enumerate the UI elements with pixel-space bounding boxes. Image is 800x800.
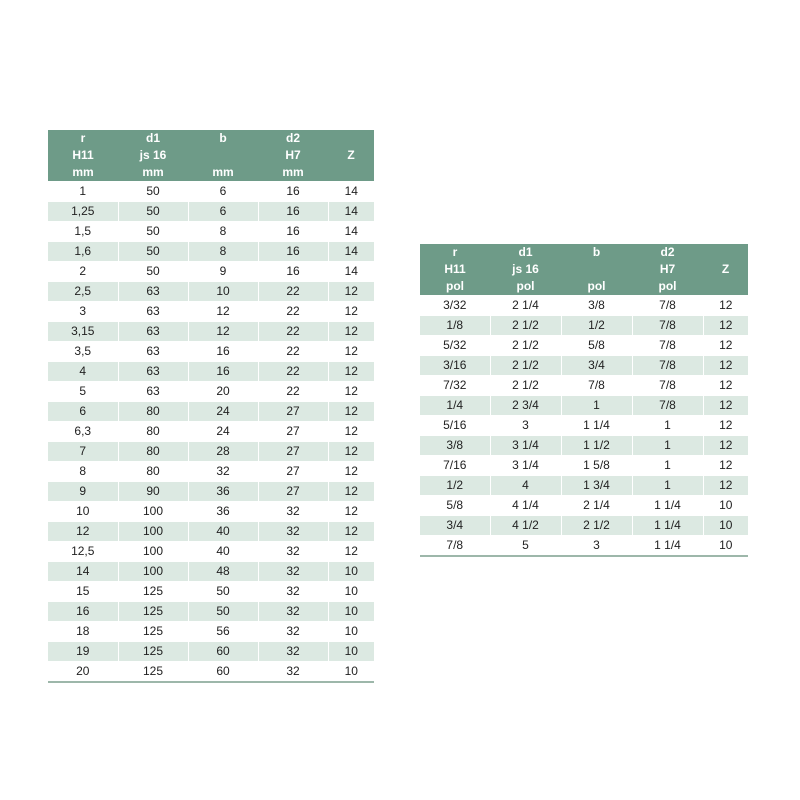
imperial-header-col-3 (632, 244, 703, 296)
imperial-header-line: r (452, 245, 458, 259)
table-cell: 12,5 (48, 542, 118, 562)
imperial-header-line (703, 278, 748, 295)
table-cell: 12 (188, 322, 258, 342)
table-cell: 1 (632, 456, 703, 476)
table-cell: 7 (48, 442, 118, 462)
table-cell: 12 (328, 402, 374, 422)
imperial-header-line: H11 (444, 262, 466, 276)
table-cell: 10 (328, 642, 374, 662)
table-cell: 4 (48, 362, 118, 382)
table-cell: 10 (328, 662, 374, 683)
table-cell: 50 (118, 222, 188, 242)
table-cell: 2 1/2 (490, 316, 561, 336)
table-row (420, 416, 748, 436)
table-cell: 32 (258, 502, 328, 522)
table-cell: 32 (258, 602, 328, 622)
metric-header-col-2 (188, 130, 258, 182)
table-row (48, 482, 374, 502)
table-cell: 2 (48, 262, 118, 282)
table-cell: 3,15 (48, 322, 118, 342)
table-row (420, 376, 748, 396)
table-cell: 12 (328, 342, 374, 362)
table-cell: 12 (703, 456, 748, 476)
table-row (420, 476, 748, 496)
table-cell: 1,25 (48, 202, 118, 222)
table-cell: 6 (188, 182, 258, 202)
table-cell: 80 (118, 402, 188, 422)
table-cell: 32 (258, 522, 328, 542)
table-cell: 10 (703, 536, 748, 557)
table-cell: 1 (561, 396, 632, 416)
table-cell: 10 (703, 496, 748, 516)
metric-header-line (188, 147, 258, 164)
table-cell: 8 (48, 462, 118, 482)
table-cell: 5 (490, 536, 561, 557)
table-cell: 3/32 (420, 296, 490, 316)
table-cell: 20 (188, 382, 258, 402)
table-cell: 36 (188, 502, 258, 522)
table-cell: 63 (118, 342, 188, 362)
table-row (48, 282, 374, 302)
table-cell: 2 1/4 (561, 496, 632, 516)
table-cell: 7/8 (561, 376, 632, 396)
table-cell: 63 (118, 362, 188, 382)
table-cell: 50 (118, 182, 188, 202)
table-cell: 1 1/2 (561, 436, 632, 456)
table-cell: 12 (328, 542, 374, 562)
table-cell: 4 1/2 (490, 516, 561, 536)
table-cell: 3 (490, 416, 561, 436)
table-cell: 12 (328, 282, 374, 302)
table-cell: 12 (703, 376, 748, 396)
table-cell: 10 (328, 562, 374, 582)
table-cell: 125 (118, 582, 188, 602)
table-cell: 10 (703, 516, 748, 536)
table-cell: 100 (118, 502, 188, 522)
metric-header-line: r (80, 131, 86, 145)
metric-header-col-1 (118, 130, 188, 182)
imperial-header-line (703, 244, 748, 261)
imperial-header-col-0 (420, 244, 490, 296)
table-cell: 1/2 (561, 316, 632, 336)
table-row (420, 516, 748, 536)
imperial-table-header (420, 244, 748, 296)
table-cell: 7/8 (632, 296, 703, 316)
table-row (48, 622, 374, 642)
table-cell: 32 (188, 462, 258, 482)
metric-dimensions-table (48, 130, 374, 683)
metric-header-line: mm (282, 165, 304, 179)
table-cell: 12 (703, 476, 748, 496)
table-cell: 3 1/4 (490, 436, 561, 456)
table-cell: 12 (703, 296, 748, 316)
metric-header-line: d2 (285, 131, 300, 145)
imperial-header-line: pol (587, 279, 606, 293)
table-row (48, 362, 374, 382)
table-row (420, 396, 748, 416)
table-cell: 27 (258, 402, 328, 422)
table-cell: 12 (328, 382, 374, 402)
table-cell: 19 (48, 642, 118, 662)
table-cell: 22 (258, 302, 328, 322)
table-cell: 1 1/4 (632, 536, 703, 557)
table-cell: 32 (258, 642, 328, 662)
table-row (48, 242, 374, 262)
table-cell: 27 (258, 442, 328, 462)
table-row (420, 536, 748, 557)
table-cell: 10 (328, 602, 374, 622)
table-cell: 14 (328, 202, 374, 222)
metric-header-line: mm (212, 165, 234, 179)
table-cell: 1,6 (48, 242, 118, 262)
table-cell: 27 (258, 482, 328, 502)
table-cell: 56 (188, 622, 258, 642)
table-row (48, 582, 374, 602)
table-cell: 32 (258, 582, 328, 602)
table-row (48, 202, 374, 222)
table-row (48, 662, 374, 683)
imperial-table-body (420, 296, 748, 557)
table-cell: 3 1/4 (490, 456, 561, 476)
table-row (48, 402, 374, 422)
table-cell: 16 (258, 242, 328, 262)
metric-header-col-3 (258, 130, 328, 182)
table-cell: 90 (118, 482, 188, 502)
table-cell: 12 (188, 302, 258, 322)
metric-header-line: b (219, 131, 227, 145)
metric-header-line: H7 (285, 148, 301, 162)
table-cell: 32 (258, 542, 328, 562)
table-row (420, 496, 748, 516)
table-cell: 2 1/2 (490, 336, 561, 356)
table-cell: 7/16 (420, 456, 490, 476)
imperial-header-col-1 (490, 244, 561, 296)
table-cell: 22 (258, 322, 328, 342)
table-cell: 1 (632, 416, 703, 436)
table-row (48, 222, 374, 242)
imperial-header-line: d2 (660, 245, 675, 259)
table-cell: 40 (188, 522, 258, 542)
table-cell: 1 (632, 436, 703, 456)
table-cell: 20 (48, 662, 118, 683)
table-row (48, 462, 374, 482)
table-cell: 1/4 (420, 396, 490, 416)
table-cell: 1,5 (48, 222, 118, 242)
table-cell: 1 3/4 (561, 476, 632, 496)
table-cell: 7/8 (632, 356, 703, 376)
table-cell: 7/8 (420, 536, 490, 557)
table-cell: 16 (258, 182, 328, 202)
table-cell: 12 (328, 362, 374, 382)
table-cell: 63 (118, 382, 188, 402)
table-cell: 4 (490, 476, 561, 496)
table-cell: 12 (703, 336, 748, 356)
table-cell: 12 (703, 416, 748, 436)
table-cell: 22 (258, 282, 328, 302)
table-cell: 50 (188, 602, 258, 622)
table-cell: 125 (118, 662, 188, 683)
table-cell: 3/4 (561, 356, 632, 376)
table-cell: 40 (188, 542, 258, 562)
table-row (48, 502, 374, 522)
table-cell: 9 (48, 482, 118, 502)
table-cell: 14 (328, 182, 374, 202)
table-cell: 16 (188, 342, 258, 362)
imperial-header-line: pol (658, 279, 677, 293)
metric-header-col-0 (48, 130, 118, 182)
table-cell: 125 (118, 602, 188, 622)
table-cell: 1 1/4 (561, 416, 632, 436)
table-cell: 22 (258, 342, 328, 362)
imperial-header-line: js 16 (512, 262, 539, 276)
imperial-header-col-4 (703, 244, 748, 296)
table-cell: 32 (258, 622, 328, 642)
table-cell: 2 3/4 (490, 396, 561, 416)
table-cell: 22 (258, 382, 328, 402)
metric-header-line: mm (142, 165, 164, 179)
table-cell: 15 (48, 582, 118, 602)
imperial-header-line (561, 261, 632, 278)
metric-header-line: Z (347, 148, 355, 162)
table-cell: 12 (328, 502, 374, 522)
table-cell: 63 (118, 282, 188, 302)
table-row (48, 382, 374, 402)
table-row (420, 316, 748, 336)
table-cell: 1 (632, 476, 703, 496)
table-cell: 24 (188, 402, 258, 422)
metric-header-line: H11 (72, 148, 94, 162)
table-cell: 12 (328, 442, 374, 462)
table-cell: 12 (328, 522, 374, 542)
table-row (48, 562, 374, 582)
metric-header-line: d1 (145, 131, 160, 145)
table-row (48, 322, 374, 342)
table-cell: 63 (118, 302, 188, 322)
table-cell: 100 (118, 522, 188, 542)
table-cell: 16 (188, 362, 258, 382)
table-cell: 5/16 (420, 416, 490, 436)
table-cell: 10 (328, 582, 374, 602)
table-cell: 9 (188, 262, 258, 282)
table-cell: 12 (328, 302, 374, 322)
table-cell: 50 (118, 242, 188, 262)
table-cell: 5/8 (561, 336, 632, 356)
imperial-header-line: H7 (659, 262, 676, 276)
table-cell: 80 (118, 462, 188, 482)
table-cell: 3 (561, 536, 632, 557)
table-cell: 32 (258, 662, 328, 683)
table-cell: 14 (328, 262, 374, 282)
table-cell: 22 (258, 362, 328, 382)
table-cell: 2 1/2 (490, 376, 561, 396)
table-cell: 8 (188, 222, 258, 242)
metric-table-header (48, 130, 374, 182)
imperial-header-line: pol (516, 279, 535, 293)
table-cell: 80 (118, 422, 188, 442)
table-cell: 7/8 (632, 336, 703, 356)
table-cell: 60 (188, 642, 258, 662)
table-row (48, 642, 374, 662)
table-cell: 3 (48, 302, 118, 322)
table-cell: 28 (188, 442, 258, 462)
table-cell: 16 (258, 222, 328, 242)
table-cell: 63 (118, 322, 188, 342)
table-cell: 2,5 (48, 282, 118, 302)
table-cell: 3,5 (48, 342, 118, 362)
table-cell: 12 (703, 436, 748, 456)
table-cell: 100 (118, 542, 188, 562)
table-cell: 125 (118, 622, 188, 642)
table-row (420, 336, 748, 356)
table-cell: 16 (48, 602, 118, 622)
table-cell: 1/8 (420, 316, 490, 336)
table-cell: 16 (258, 262, 328, 282)
table-cell: 1/2 (420, 476, 490, 496)
table-cell: 7/8 (632, 376, 703, 396)
table-row (420, 456, 748, 476)
imperial-header-line: Z (721, 262, 730, 276)
table-cell: 6 (188, 202, 258, 222)
table-cell: 3/16 (420, 356, 490, 376)
table-cell: 12 (328, 482, 374, 502)
table-cell: 12 (703, 396, 748, 416)
imperial-header-line: pol (446, 279, 464, 293)
table-cell: 1 1/4 (632, 496, 703, 516)
table-cell: 50 (118, 262, 188, 282)
table-row (48, 602, 374, 622)
table-cell: 2 1/4 (490, 296, 561, 316)
table-row (48, 342, 374, 362)
table-cell: 1 5/8 (561, 456, 632, 476)
table-cell: 12 (48, 522, 118, 542)
table-row (420, 356, 748, 376)
table-cell: 12 (703, 356, 748, 376)
table-cell: 27 (258, 462, 328, 482)
table-cell: 2 1/2 (490, 356, 561, 376)
table-row (48, 182, 374, 202)
table-cell: 14 (48, 562, 118, 582)
metric-header-line: js 16 (139, 148, 167, 162)
table-cell: 48 (188, 562, 258, 582)
table-cell: 6,3 (48, 422, 118, 442)
table-cell: 27 (258, 422, 328, 442)
table-cell: 4 1/4 (490, 496, 561, 516)
table-cell: 2 1/2 (561, 516, 632, 536)
table-cell: 5/32 (420, 336, 490, 356)
table-cell: 8 (188, 242, 258, 262)
table-row (420, 436, 748, 456)
table-row (420, 296, 748, 316)
table-cell: 100 (118, 562, 188, 582)
imperial-header-line: b (592, 245, 601, 259)
table-cell: 12 (328, 462, 374, 482)
table-cell: 36 (188, 482, 258, 502)
table-cell: 12 (328, 422, 374, 442)
table-cell: 16 (258, 202, 328, 222)
table-cell: 80 (118, 442, 188, 462)
table-cell: 5/8 (420, 496, 490, 516)
table-cell: 10 (48, 502, 118, 522)
table-cell: 6 (48, 402, 118, 422)
imperial-dimensions-table (420, 244, 748, 557)
table-cell: 7/8 (632, 396, 703, 416)
table-cell: 32 (258, 562, 328, 582)
table-cell: 18 (48, 622, 118, 642)
table-cell: 1 1/4 (632, 516, 703, 536)
table-cell: 14 (328, 222, 374, 242)
imperial-header-line: d1 (518, 245, 533, 259)
table-cell: 50 (118, 202, 188, 222)
table-cell: 10 (328, 622, 374, 642)
table-cell: 10 (188, 282, 258, 302)
table-cell: 24 (188, 422, 258, 442)
table-row (48, 302, 374, 322)
table-cell: 3/8 (561, 296, 632, 316)
table-cell: 12 (328, 322, 374, 342)
table-cell: 1 (48, 182, 118, 202)
metric-header-col-4 (328, 130, 374, 182)
table-row (48, 262, 374, 282)
metric-header-line: mm (72, 165, 94, 179)
table-cell: 5 (48, 382, 118, 402)
table-row (48, 542, 374, 562)
table-cell: 14 (328, 242, 374, 262)
table-cell: 125 (118, 642, 188, 662)
table-cell: 50 (188, 582, 258, 602)
metric-table-body (48, 182, 374, 683)
metric-header-line (328, 164, 374, 181)
table-cell: 3/4 (420, 516, 490, 536)
table-row (48, 422, 374, 442)
table-cell: 12 (703, 316, 748, 336)
table-cell: 7/8 (632, 316, 703, 336)
imperial-header-col-2 (561, 244, 632, 296)
table-cell: 3/8 (420, 436, 490, 456)
table-cell: 60 (188, 662, 258, 683)
table-row (48, 522, 374, 542)
metric-header-line (328, 130, 374, 147)
table-row (48, 442, 374, 462)
table-cell: 7/32 (420, 376, 490, 396)
